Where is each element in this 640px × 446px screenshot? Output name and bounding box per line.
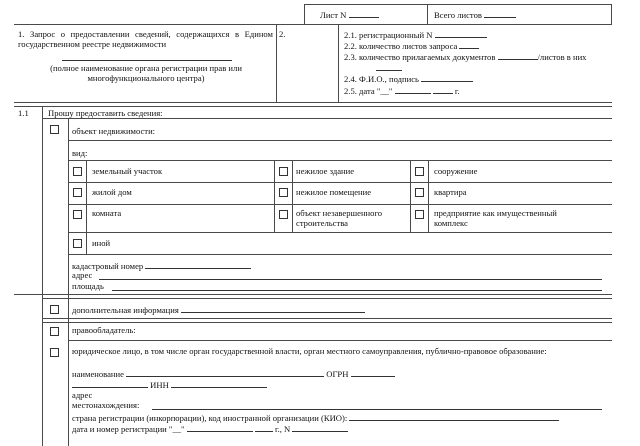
attached-sheets-line[interactable] [376,70,402,71]
right-holder-label: правообладатель: [72,325,136,335]
sheet-number-label: Лист N [320,10,347,20]
inn-label: ИНН [150,380,169,390]
option-non-residential-premises: нежилое помещение [296,187,372,197]
additional-info-checkbox[interactable] [50,305,59,314]
signature-field[interactable] [344,73,473,84]
option-house: жилой дом [92,187,132,197]
apartment-checkbox[interactable] [415,188,424,197]
room-checkbox[interactable] [73,210,82,219]
entity-name-label: наименование [72,369,124,379]
country-label: страна регистрации (инкорпорации), код иностранной организации (КИО): [72,413,348,423]
unfinished-construction-checkbox[interactable] [279,210,288,219]
registration-date-label: дата и номер регистрации "__" [72,424,185,434]
request-heading: Прошу предоставить сведения: [48,108,163,118]
request-sheets-label: 2.2. количество листов запроса [344,41,458,51]
total-sheets-label: Всего листов [434,10,482,20]
land-plot-checkbox[interactable] [73,167,82,176]
authority-name-line[interactable] [62,60,232,61]
cadastral-number-label: кадастровый номер [72,261,144,271]
non-residential-building-checkbox[interactable] [279,167,288,176]
option-land-plot: земельный участок [92,166,163,176]
area-label: площадь [72,281,104,291]
attached-docs-field[interactable] [344,51,586,62]
address-label: адрес [72,270,93,280]
option-unfinished-construction: объект незавершенного строительства [296,208,383,228]
enterprise-checkbox[interactable] [415,210,424,219]
structure-checkbox[interactable] [415,167,424,176]
object-label: объект недвижимости: [72,126,156,136]
option-other: иной [92,238,111,248]
registration-year-label: г., N [275,424,291,434]
ogrn-label: ОГРН [326,369,349,379]
request-title: 1. Запрос о предоставлении сведений, содержащихся в Едином государственном реестре недвижимости [18,29,273,49]
house-checkbox[interactable] [73,188,82,197]
reg-number-label: 2.1. регистрационный N [344,30,433,40]
date-field[interactable] [344,85,460,96]
sheet-number-field[interactable] [320,9,379,20]
signature-label: 2.4. Ф.И.О., подпись [344,74,419,84]
object-checkbox[interactable] [50,125,59,134]
authority-caption: (полное наименование органа регистрации прав или многофункционального центра) [50,63,242,83]
date-label: 2.5. дата "__" [344,86,393,96]
cadastral-number-field[interactable] [72,260,251,271]
location-label: адрес местонахождения: [72,390,140,410]
registration-field[interactable] [72,423,348,434]
attached-sheets-label: /листов в них [537,52,587,62]
address-line[interactable] [99,279,602,280]
non-residential-premises-checkbox[interactable] [279,188,288,197]
inn-field[interactable] [72,379,267,390]
legal-entity-checkbox[interactable] [50,348,59,357]
option-apartment: квартира [434,187,467,197]
option-room: комната [92,208,122,218]
location-line[interactable] [152,409,602,410]
section-1-1-number: 1.1 [18,108,29,118]
country-field[interactable] [72,412,559,423]
section2-number: 2. [279,29,286,39]
attached-docs-label: 2.3. количество прилагаемых документов [344,52,496,62]
option-non-residential-building: нежилое здание [296,166,355,176]
right-holder-checkbox[interactable] [50,327,59,336]
area-line[interactable] [112,290,602,291]
option-structure: сооружение [434,166,478,176]
entity-name-field[interactable] [72,368,395,379]
legal-entity-text: юридическое лицо, в том числе орган государственной власти, орган местного самоуправления, публично-правовое образование: [72,346,547,356]
request-sheets-field[interactable] [344,40,479,51]
reg-number-field[interactable] [344,29,487,40]
date-year-suffix: г. [454,86,460,96]
other-checkbox[interactable] [73,239,82,248]
total-sheets-field[interactable] [434,9,516,20]
additional-info-field[interactable] [72,304,365,315]
option-enterprise: предприятие как имущественный комплекс [434,208,557,228]
additional-info-label: дополнительная информация [72,305,179,315]
kind-label: вид: [72,148,88,158]
